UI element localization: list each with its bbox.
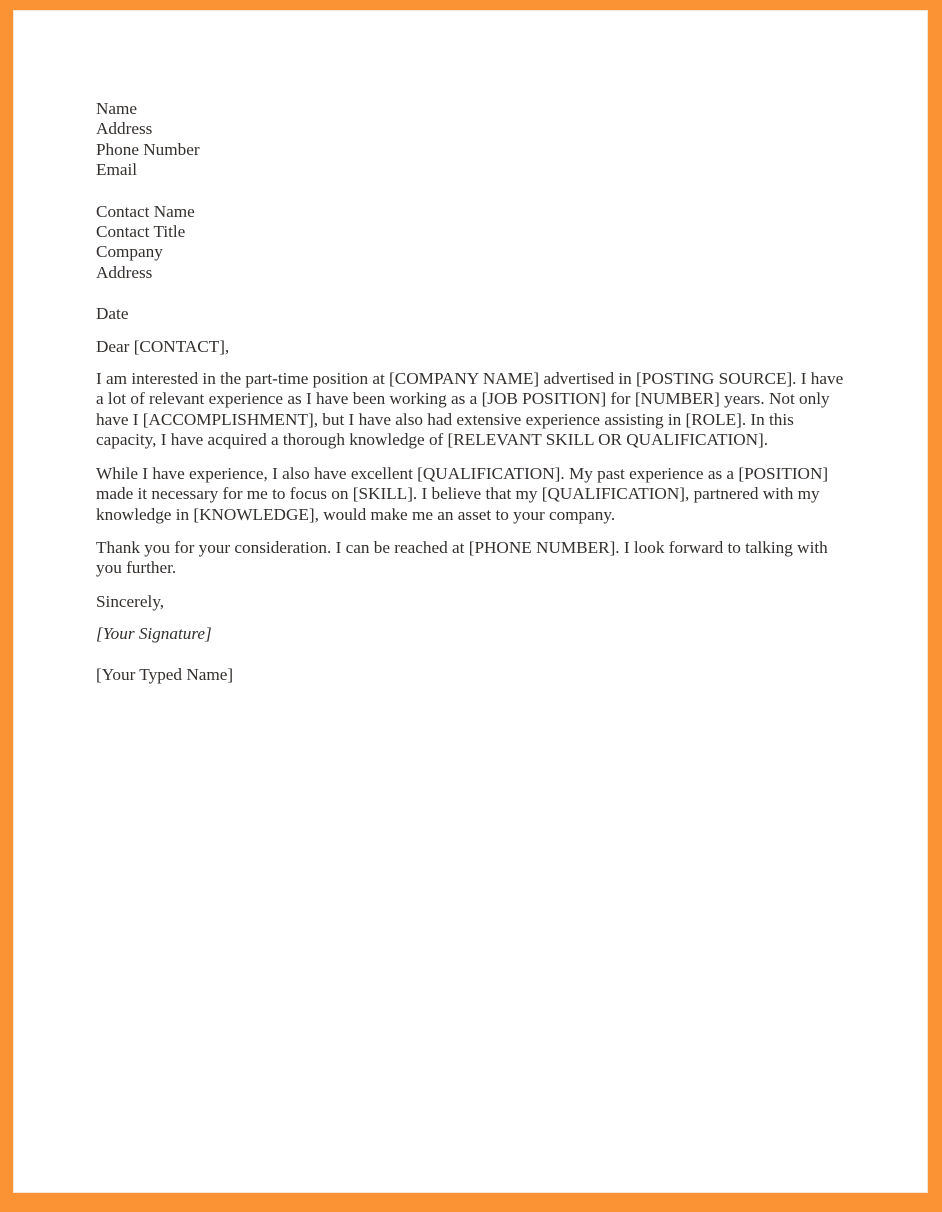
recipient-address: Address <box>96 262 153 282</box>
signature-placeholder: [Your Signature] <box>96 624 212 644</box>
letter-page <box>14 11 927 1192</box>
sender-address: Address <box>96 119 153 139</box>
sender-name: Name <box>96 99 138 118</box>
letter-paragraph-2: While I have experience, I also have excellent [QUALIFICATION]. My past experience as a [POSITION] made it necessary for me to focus on [SKILL]. I believe that my [QUALIFICATION], partnered with my knowledge in [KNOWLEDGE], would make me an asset to your company. <box>96 463 829 524</box>
letter-closing: Sincerely, <box>96 591 165 611</box>
recipient-contact-name: Contact Name <box>96 201 195 221</box>
letter-body <box>96 99 846 685</box>
typed-name-placeholder: [Your Typed Name] <box>96 664 234 684</box>
letter-date: Date <box>96 304 129 324</box>
recipient-company: Company <box>96 242 163 262</box>
letter-paragraph-1: I am interested in the part-time position at [COMPANY NAME] advertised in [POSTING SOURCE]. I have a lot of relevant experience as I have been working as a [JOB POSITION] for [NUMBER] years. Not only have I [ACCOMPLISHMENT], but I have also had extensive experience assisting in [ROLE]. In this capacity, I have acquired a thorough knowledge of [RELEVANT SKILL OR QUALIFICATION]. <box>96 369 844 450</box>
page-sheet-edge <box>13 10 928 1193</box>
recipient-address-block <box>96 202 846 284</box>
sender-address-block <box>96 99 846 181</box>
recipient-contact-title: Contact Title <box>96 222 186 242</box>
letter-salutation: Dear [CONTACT], <box>96 336 230 356</box>
sender-email: Email <box>96 160 138 180</box>
sender-phone-number: Phone Number <box>96 139 200 159</box>
letter-paragraph-3: Thank you for your consideration. I can be reached at [PHONE NUMBER]. I look forward to talking with you further. <box>96 537 828 578</box>
